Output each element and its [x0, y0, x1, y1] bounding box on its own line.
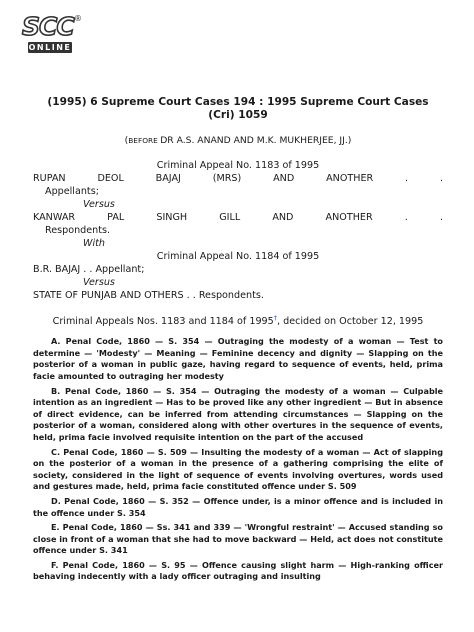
headnote-b: B. Penal Code, 1860 — S. 354 — Outraging the modesty of a woman — Culpable intention as an ingredient — Has to be proved like any other ingredient — But in absence of direct evidence, can be inferred from attending circumstances — Slapping on the posterior of a woman, considered along with other overtures in the sequence of events, held, prima facie involved requisite intention on the part of the accused: [33, 385, 443, 442]
appeal1-versus: Versus: [83, 199, 115, 210]
appeal1-respondent-role: Respondents.: [45, 225, 111, 236]
document-page: [33, 96, 443, 586]
headnote-c: C. Penal Code, 1860 — S. 509 — Insulting the modesty of a woman — Act of slapping on the posterior of a woman in the presence of a gathering comprising the elite of society, considered in the light of sequence of events involving overtures, words used and gestures made, held, prima facie constituted offence under S. 509: [33, 446, 443, 492]
headnotes: [33, 336, 443, 583]
case-citation-title: (1995) 6 Supreme Court Cases 194 : 1995 Supreme Court Cases (Cri) 1059: [47, 96, 429, 121]
logo-registered-mark: ®: [74, 14, 82, 23]
headnote-d: D. Penal Code, 1860 — S. 352 — Offence under, is a minor offence and is included in the offence under S. 354: [33, 495, 443, 518]
coram-line: (BEFORE DR A.S. ANAND AND M.K. MUKHERJEE, JJ.): [124, 135, 352, 146]
decided-on-line: Criminal Appeals Nos. 1183 and 1184 of 1995†, decided on October 12, 1995: [52, 314, 424, 328]
appeal1-appellant-role: Appellants;: [45, 186, 99, 197]
scc-online-logo: [22, 14, 84, 56]
appeal1-appellant-line: RUPAN DEOL BAJAJ (MRS) AND ANOTHER . .: [33, 173, 443, 184]
headnote-e: E. Penal Code, 1860 — Ss. 341 and 339 — 'Wrongful restraint' — Accused standing so close in front of a woman that she had to move backward — Held, act does not constitute offence under S. 341: [33, 522, 443, 556]
headnote-f: F. Penal Code, 1860 — S. 95 — Offence causing slight harm — High-ranking officer behaving indecently with a lady officer outraging and insulting: [33, 559, 443, 582]
appeal2-respondent: STATE OF PUNJAB AND OTHERS . . Respondents.: [33, 290, 264, 301]
appeal2-appellant: B.R. BAJAJ . . Appellant;: [33, 264, 145, 275]
appeal1-respondent-line: KANWAR PAL SINGH GILL AND ANOTHER . .: [33, 212, 443, 223]
headnote-a: A. Penal Code, 1860 — S. 354 — Outraging the modesty of a woman — Test to determine — 'Modesty' — Meaning — Feminine decency and dignity — Slapping on the posterior of a woman in public gaze, having regard to sequence of events, held, prima facie amounted to outraging her modesty: [33, 336, 443, 381]
logo-brand: SCC: [22, 12, 74, 41]
with-label: With: [83, 238, 105, 249]
appeal1-heading: Criminal Appeal No. 1183 of 1995: [156, 160, 320, 171]
footnote-link[interactable]: †: [273, 314, 278, 322]
appeal2-versus: Versus: [83, 277, 115, 288]
appeal2-heading: Criminal Appeal No. 1184 of 1995: [156, 251, 320, 262]
logo-online-badge: ONLINE: [28, 43, 72, 52]
